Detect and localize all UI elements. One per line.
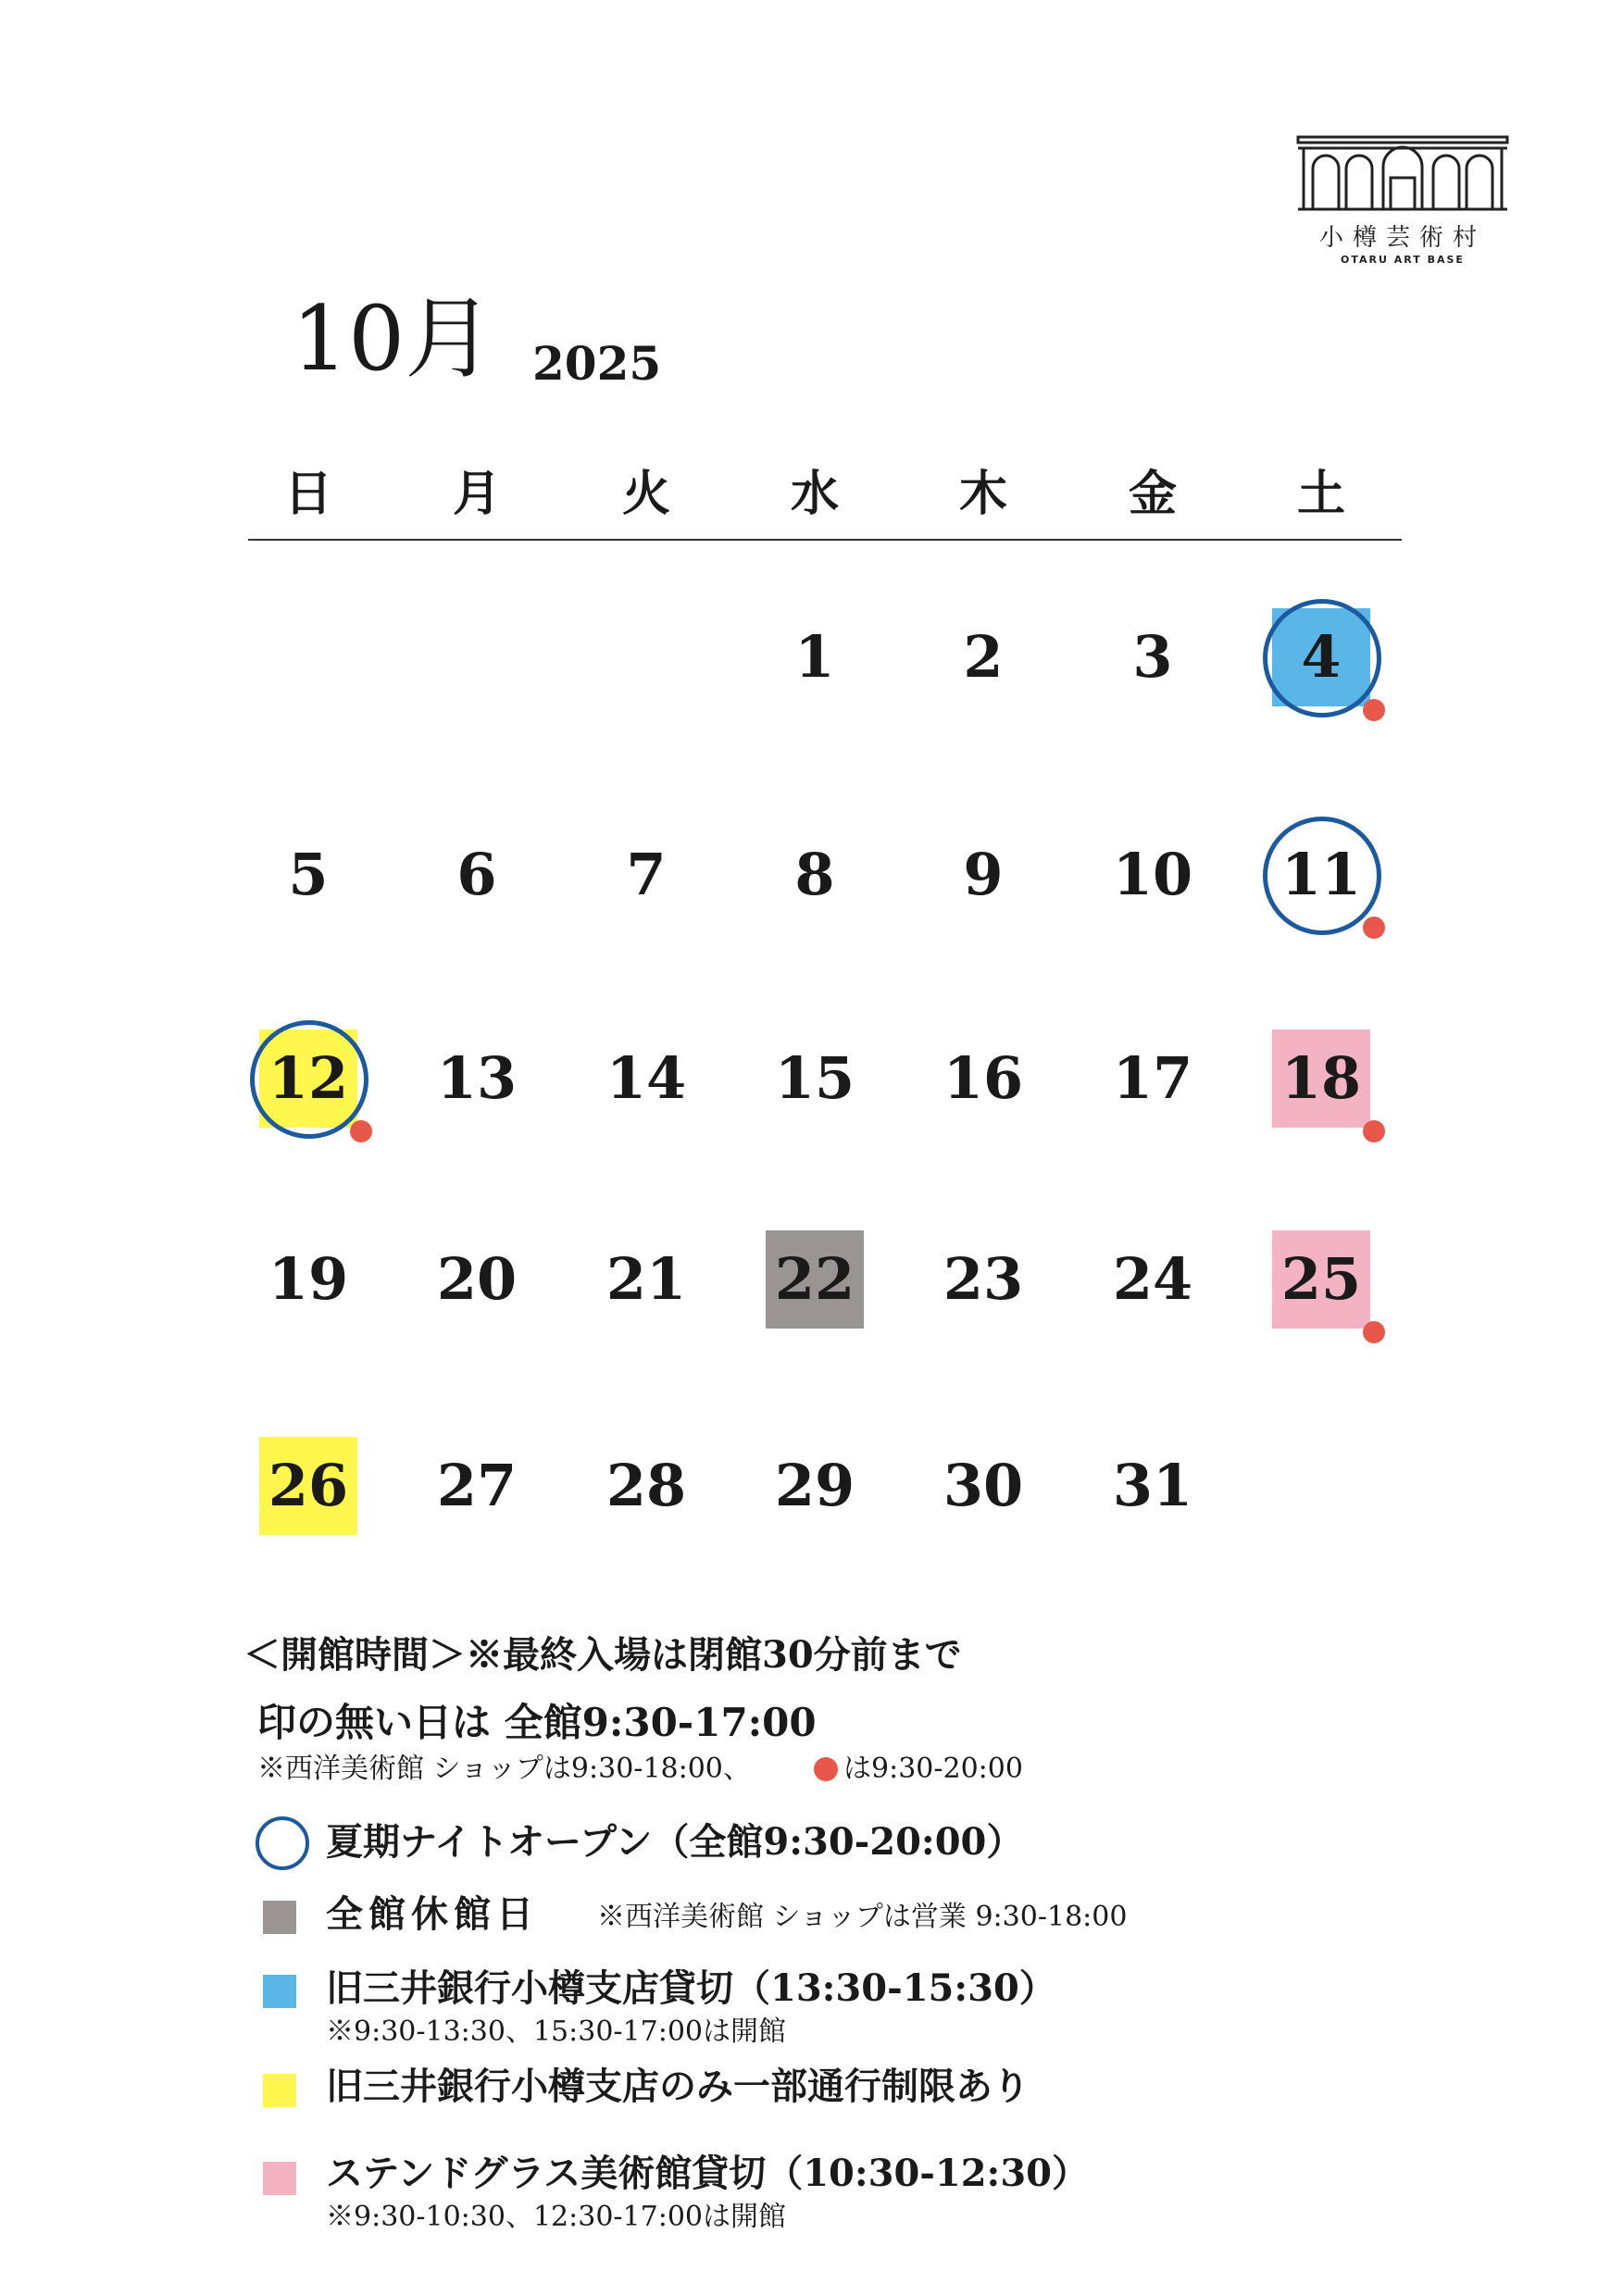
calendar-day bbox=[1088, 819, 1217, 930]
calendar-day bbox=[412, 1224, 542, 1335]
day-number: 4 bbox=[1301, 623, 1342, 691]
extended-hours-dot bbox=[1363, 1120, 1385, 1142]
day-number: 9 bbox=[963, 841, 1004, 908]
extended-hours-dot-icon bbox=[814, 1757, 838, 1781]
day-number: 12 bbox=[268, 1044, 349, 1112]
day-number: 21 bbox=[606, 1245, 687, 1313]
calendar-day bbox=[1256, 602, 1386, 713]
month-title: 10月 bbox=[292, 287, 494, 391]
calendar-day bbox=[581, 1430, 711, 1541]
mitsui-restricted-swatch-icon bbox=[263, 2074, 296, 2107]
calendar-day bbox=[243, 1023, 373, 1134]
calendar-day bbox=[581, 819, 711, 930]
calendar-day bbox=[750, 1023, 880, 1134]
weekday-wed: 水 bbox=[790, 466, 839, 522]
calendar-day bbox=[243, 1430, 373, 1541]
logo-name-en: OTARU ART BASE bbox=[1341, 254, 1465, 266]
weekday-mon: 月 bbox=[452, 466, 501, 522]
day-number: 30 bbox=[943, 1452, 1024, 1519]
weekday-tue: 火 bbox=[621, 466, 670, 522]
day-number: 7 bbox=[626, 841, 667, 908]
day-number: 24 bbox=[1112, 1245, 1193, 1313]
calendar-day bbox=[918, 1224, 1048, 1335]
calendar-day bbox=[750, 602, 880, 713]
day-number: 20 bbox=[436, 1245, 518, 1313]
weekday-fri: 金 bbox=[1128, 466, 1177, 522]
logo-name-jp: 小樽芸術村 bbox=[1318, 224, 1486, 252]
calendar-day bbox=[1256, 1224, 1386, 1335]
calendar-day bbox=[243, 1224, 373, 1335]
summer-night-label: 夏期ナイトオープン（全館9:30-20:00） bbox=[326, 1820, 1024, 1864]
calendar-day bbox=[750, 819, 880, 930]
day-number: 2 bbox=[963, 623, 1004, 691]
day-number: 25 bbox=[1280, 1245, 1362, 1313]
day-number: 29 bbox=[774, 1452, 855, 1519]
day-number: 31 bbox=[1112, 1452, 1193, 1519]
default-hours: 印の無い日は 全館9:30-17:00 bbox=[257, 1700, 817, 1745]
mitsui-charter-label: 旧三井銀行小樽支店貸切（13:30-15:30） bbox=[326, 1966, 1056, 2010]
closed-note: ※西洋美術館 ショップは営業 9:30-18:00 bbox=[597, 1901, 1128, 1933]
calendar-day bbox=[918, 602, 1048, 713]
calendar-day bbox=[750, 1224, 880, 1335]
default-hours-note: ※西洋美術館 ショップは9:30-18:00、 bbox=[257, 1753, 751, 1785]
extended-hours-dot bbox=[350, 1120, 372, 1142]
calendar-day bbox=[412, 819, 542, 930]
day-number: 27 bbox=[436, 1452, 518, 1519]
calendar-day bbox=[412, 1023, 542, 1134]
stained-glass-charter-note: ※9:30-10:30、12:30-17:00は開館 bbox=[326, 2201, 787, 2233]
day-number: 10 bbox=[1112, 841, 1193, 908]
day-number: 6 bbox=[456, 841, 497, 908]
weekday-sat: 土 bbox=[1296, 466, 1345, 522]
header-divider bbox=[248, 539, 1402, 541]
stained-glass-charter-label: ステンドグラス美術館貸切（10:30-12:30） bbox=[326, 2152, 1089, 2195]
day-number: 13 bbox=[436, 1044, 518, 1112]
day-number: 5 bbox=[288, 841, 329, 908]
calendar-day bbox=[243, 819, 373, 930]
extended-hours-dot bbox=[1363, 1321, 1385, 1343]
day-number: 14 bbox=[606, 1044, 687, 1112]
day-number: 28 bbox=[606, 1452, 687, 1519]
calendar-day bbox=[1256, 1023, 1386, 1134]
calendar-day bbox=[1256, 819, 1386, 930]
day-number: 1 bbox=[794, 623, 835, 691]
calendar-day bbox=[412, 1430, 542, 1541]
mitsui-restricted-label: 旧三井銀行小樽支店のみ一部通行制限あり bbox=[326, 2065, 1030, 2108]
day-number: 15 bbox=[774, 1044, 855, 1112]
closed-label: 全館休館日 bbox=[326, 1892, 539, 1936]
extended-hours-dot bbox=[1363, 699, 1385, 721]
calendar-day bbox=[1088, 1023, 1217, 1134]
calendar-day bbox=[1088, 1430, 1217, 1541]
summer-night-ring-icon bbox=[256, 1816, 309, 1870]
extended-hours-note: は9:30-20:00 bbox=[843, 1753, 1023, 1785]
mitsui-charter-note: ※9:30-13:30、15:30-17:00は開館 bbox=[326, 2015, 787, 2048]
closed-swatch-icon bbox=[263, 1901, 296, 1934]
weekday-thu: 木 bbox=[958, 466, 1007, 522]
day-number: 16 bbox=[943, 1044, 1024, 1112]
day-number: 8 bbox=[794, 841, 835, 908]
weekday-sun: 日 bbox=[283, 466, 332, 522]
day-number: 17 bbox=[1112, 1044, 1193, 1112]
day-number: 18 bbox=[1280, 1044, 1362, 1112]
calendar-day bbox=[918, 1430, 1048, 1541]
day-number: 19 bbox=[268, 1245, 349, 1313]
building-icon bbox=[1296, 130, 1509, 213]
calendar-day bbox=[918, 1023, 1048, 1134]
calendar-day bbox=[1088, 1224, 1217, 1335]
calendar-day bbox=[1088, 602, 1217, 713]
hours-heading: ＜開館時間＞※最終入場は閉館30分前まで bbox=[243, 1633, 962, 1677]
day-number: 23 bbox=[943, 1245, 1024, 1313]
weekday-header bbox=[248, 466, 1402, 535]
mitsui-charter-swatch-icon bbox=[263, 1975, 296, 2008]
calendar-day bbox=[581, 1023, 711, 1134]
year-label: 2025 bbox=[532, 336, 662, 391]
day-number: 22 bbox=[774, 1245, 855, 1313]
calendar-day bbox=[918, 819, 1048, 930]
day-number: 11 bbox=[1280, 841, 1362, 908]
stained-glass-charter-swatch-icon bbox=[263, 2162, 296, 2195]
calendar-day bbox=[581, 1224, 711, 1335]
day-number: 26 bbox=[268, 1452, 349, 1519]
otaru-art-base-logo bbox=[1296, 130, 1518, 268]
calendar-day bbox=[750, 1430, 880, 1541]
day-number: 3 bbox=[1132, 623, 1173, 691]
extended-hours-dot bbox=[1363, 917, 1385, 939]
